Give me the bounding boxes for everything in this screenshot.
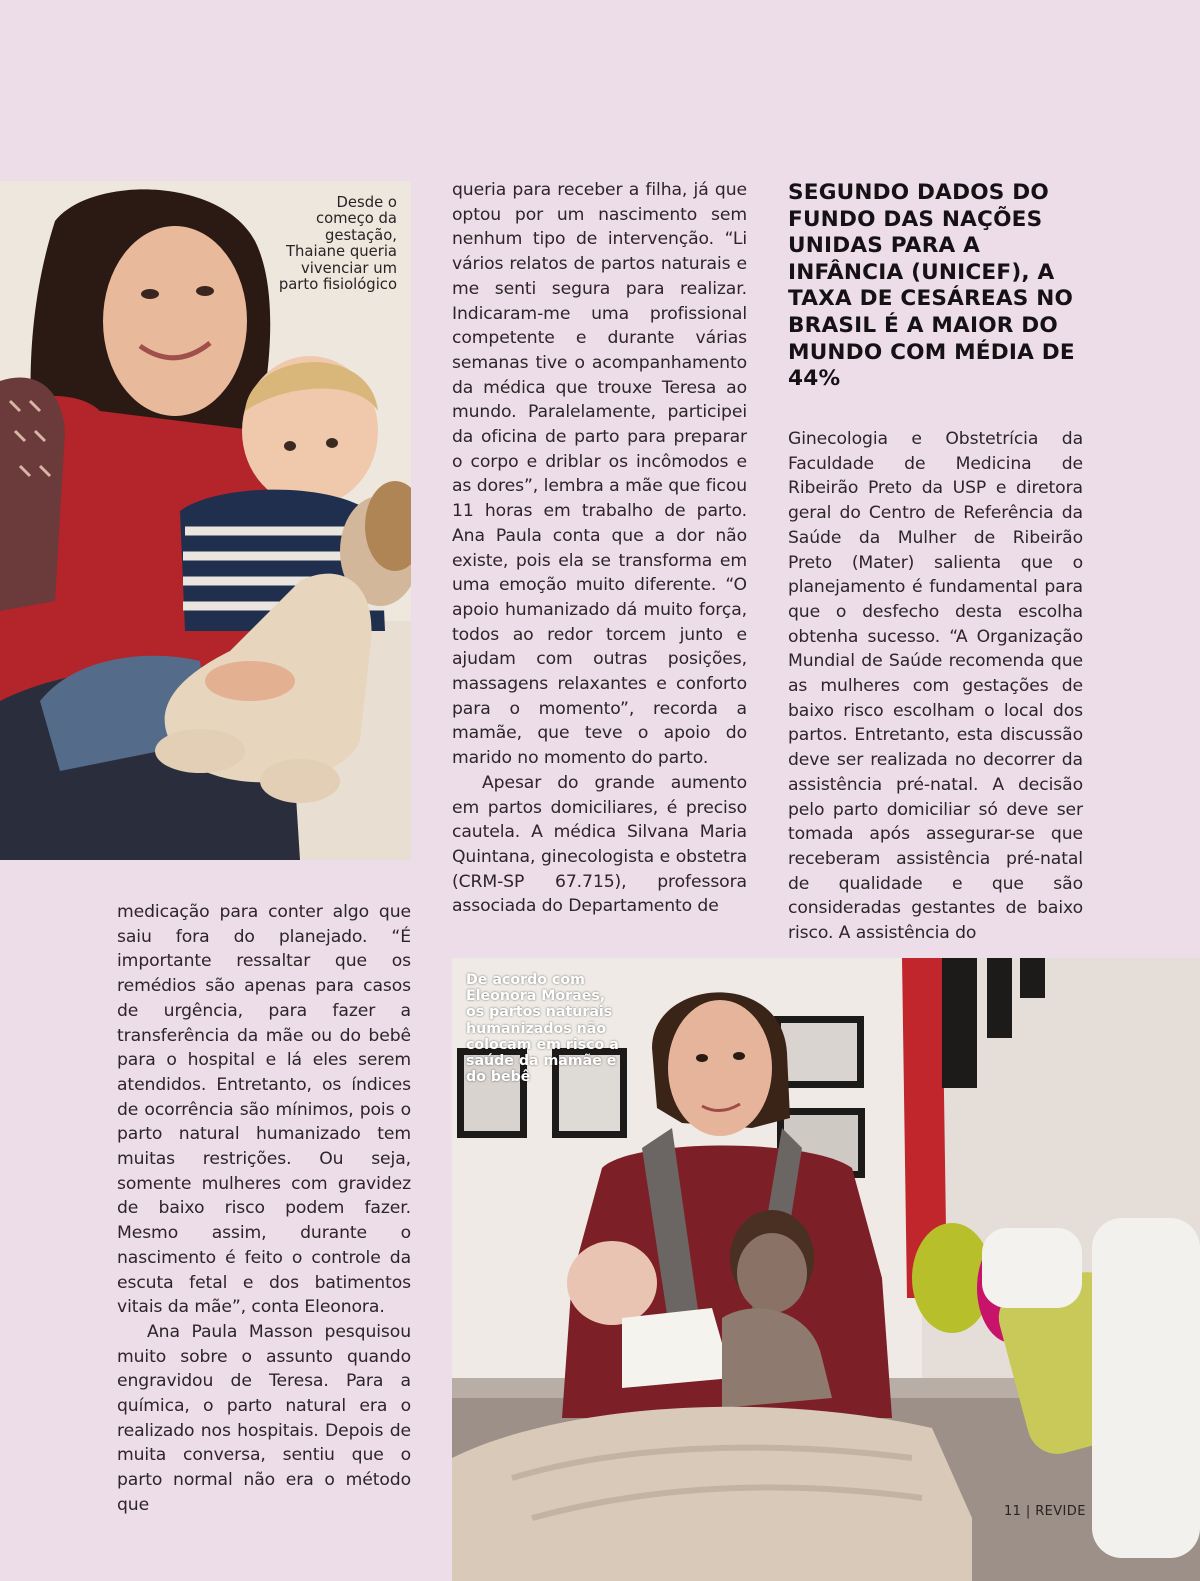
pull-quote-headline: SEGUNDO DADOS DO FUNDO DAS NAÇÕES UNIDAS PARA A INFÂNCIA (UNICEF), A TAXA DE CESÁREAS NO BRASIL É A MAIOR DO MUNDO COM MÉDIA DE 44% xyxy=(788,180,1075,392)
text-column-left xyxy=(117,900,411,1518)
footer-separator: | xyxy=(1025,1504,1031,1519)
page-number: 11 xyxy=(1004,1504,1022,1519)
paragraph: Ana Paula Masson pesquisou muito sobre o assunto quando engravidou de Teresa. Para a química, o parto natural era o realizado nos hospitais. Depois de muita conversa, sentiu que o parto normal não era o método que xyxy=(117,1321,411,1515)
photo-caption: Desde o começo da gestação, Thaiane queria vivenciar um parto fisiológico xyxy=(278,194,397,294)
paragraph: Ginecologia e Obstetrícia da Faculdade de Medicina de Ribeirão Preto da USP e diretora geral do Centro de Referência da Saúde da Mulher de Ribeirão Preto (Mater) salienta que o planejamento é fundamental para que o desfecho desta escolha obtenha sucesso. “A Organização Mundial de Saúde recomenda que as mulheres com gestações de baixo risco escolham o local dos partos. Entretanto, esta discussão deve ser realizada no decorrer da assistência pré-natal. A decisão pelo parto domiciliar só deve ser tomada após assegurar-se que receberam assistência pré-natal de qualidade e que são consideradas gestantes de baixo risco. A assistência do xyxy=(788,429,1083,944)
page-footer xyxy=(1004,1504,1086,1519)
paragraph: medicação para conter algo que saiu fora do planejado. “É importante ressaltar que os remédios são apenas para casos de urgência, para fazer a transferência da mãe ou do bebê para o hospital e lá eles serem atendidos. Entretanto, os índices de ocorrência são mínimos, pois o parto natural humanizado tem muitas restrições. Ou seja, somente mulheres com gravidez de baixo risco podem fazer. Mesmo assim, durante o nascimento é feito o controle da escuta fetal e dos batimentos vitais da mãe”, conta Eleonora. xyxy=(117,902,411,1318)
photo-eleonora-with-dolls xyxy=(452,958,1200,1581)
text-column-middle xyxy=(452,178,747,919)
photo-mother-and-baby xyxy=(0,181,411,860)
photo-caption: De acordo com Eleonora Moraes, os partos naturais humanizados não colocam em risco a saúde da mamãe e do bebê xyxy=(466,972,619,1086)
text-column-right xyxy=(788,427,1083,946)
paragraph: queria para receber a filha, já que optou por um nascimento sem nenhum tipo de intervenção. “Li vários relatos de partos naturais e me senti segura para realizar. Indicaram-me uma profissional competente e durante várias semanas tive o acompanhamento da médica que trouxe Teresa ao mundo. Paralelamente, participei da oficina de parto para preparar o corpo e driblar os incômodos e as dores”, lembra a mãe que ficou 11 horas em trabalho de parto. Ana Paula conta que a dor não existe, pois ela se transforma em uma emoção muito diferente. “O apoio humanizado dá muito força, todos ao redor torcem junto e ajudam com outras posições, massagens relaxantes e conforto para o momento”, recorda a mamãe, que teve o apoio do marido no momento do parto. xyxy=(452,180,747,769)
paragraph: Apesar do grande aumento em partos domiciliares, é preciso cautela. A médica Silvana Maria Quintana, ginecologista e obstetra (CRM-SP 67.715), professora associada do Departamento de xyxy=(452,772,747,917)
magazine-name: REVIDE xyxy=(1035,1504,1086,1519)
